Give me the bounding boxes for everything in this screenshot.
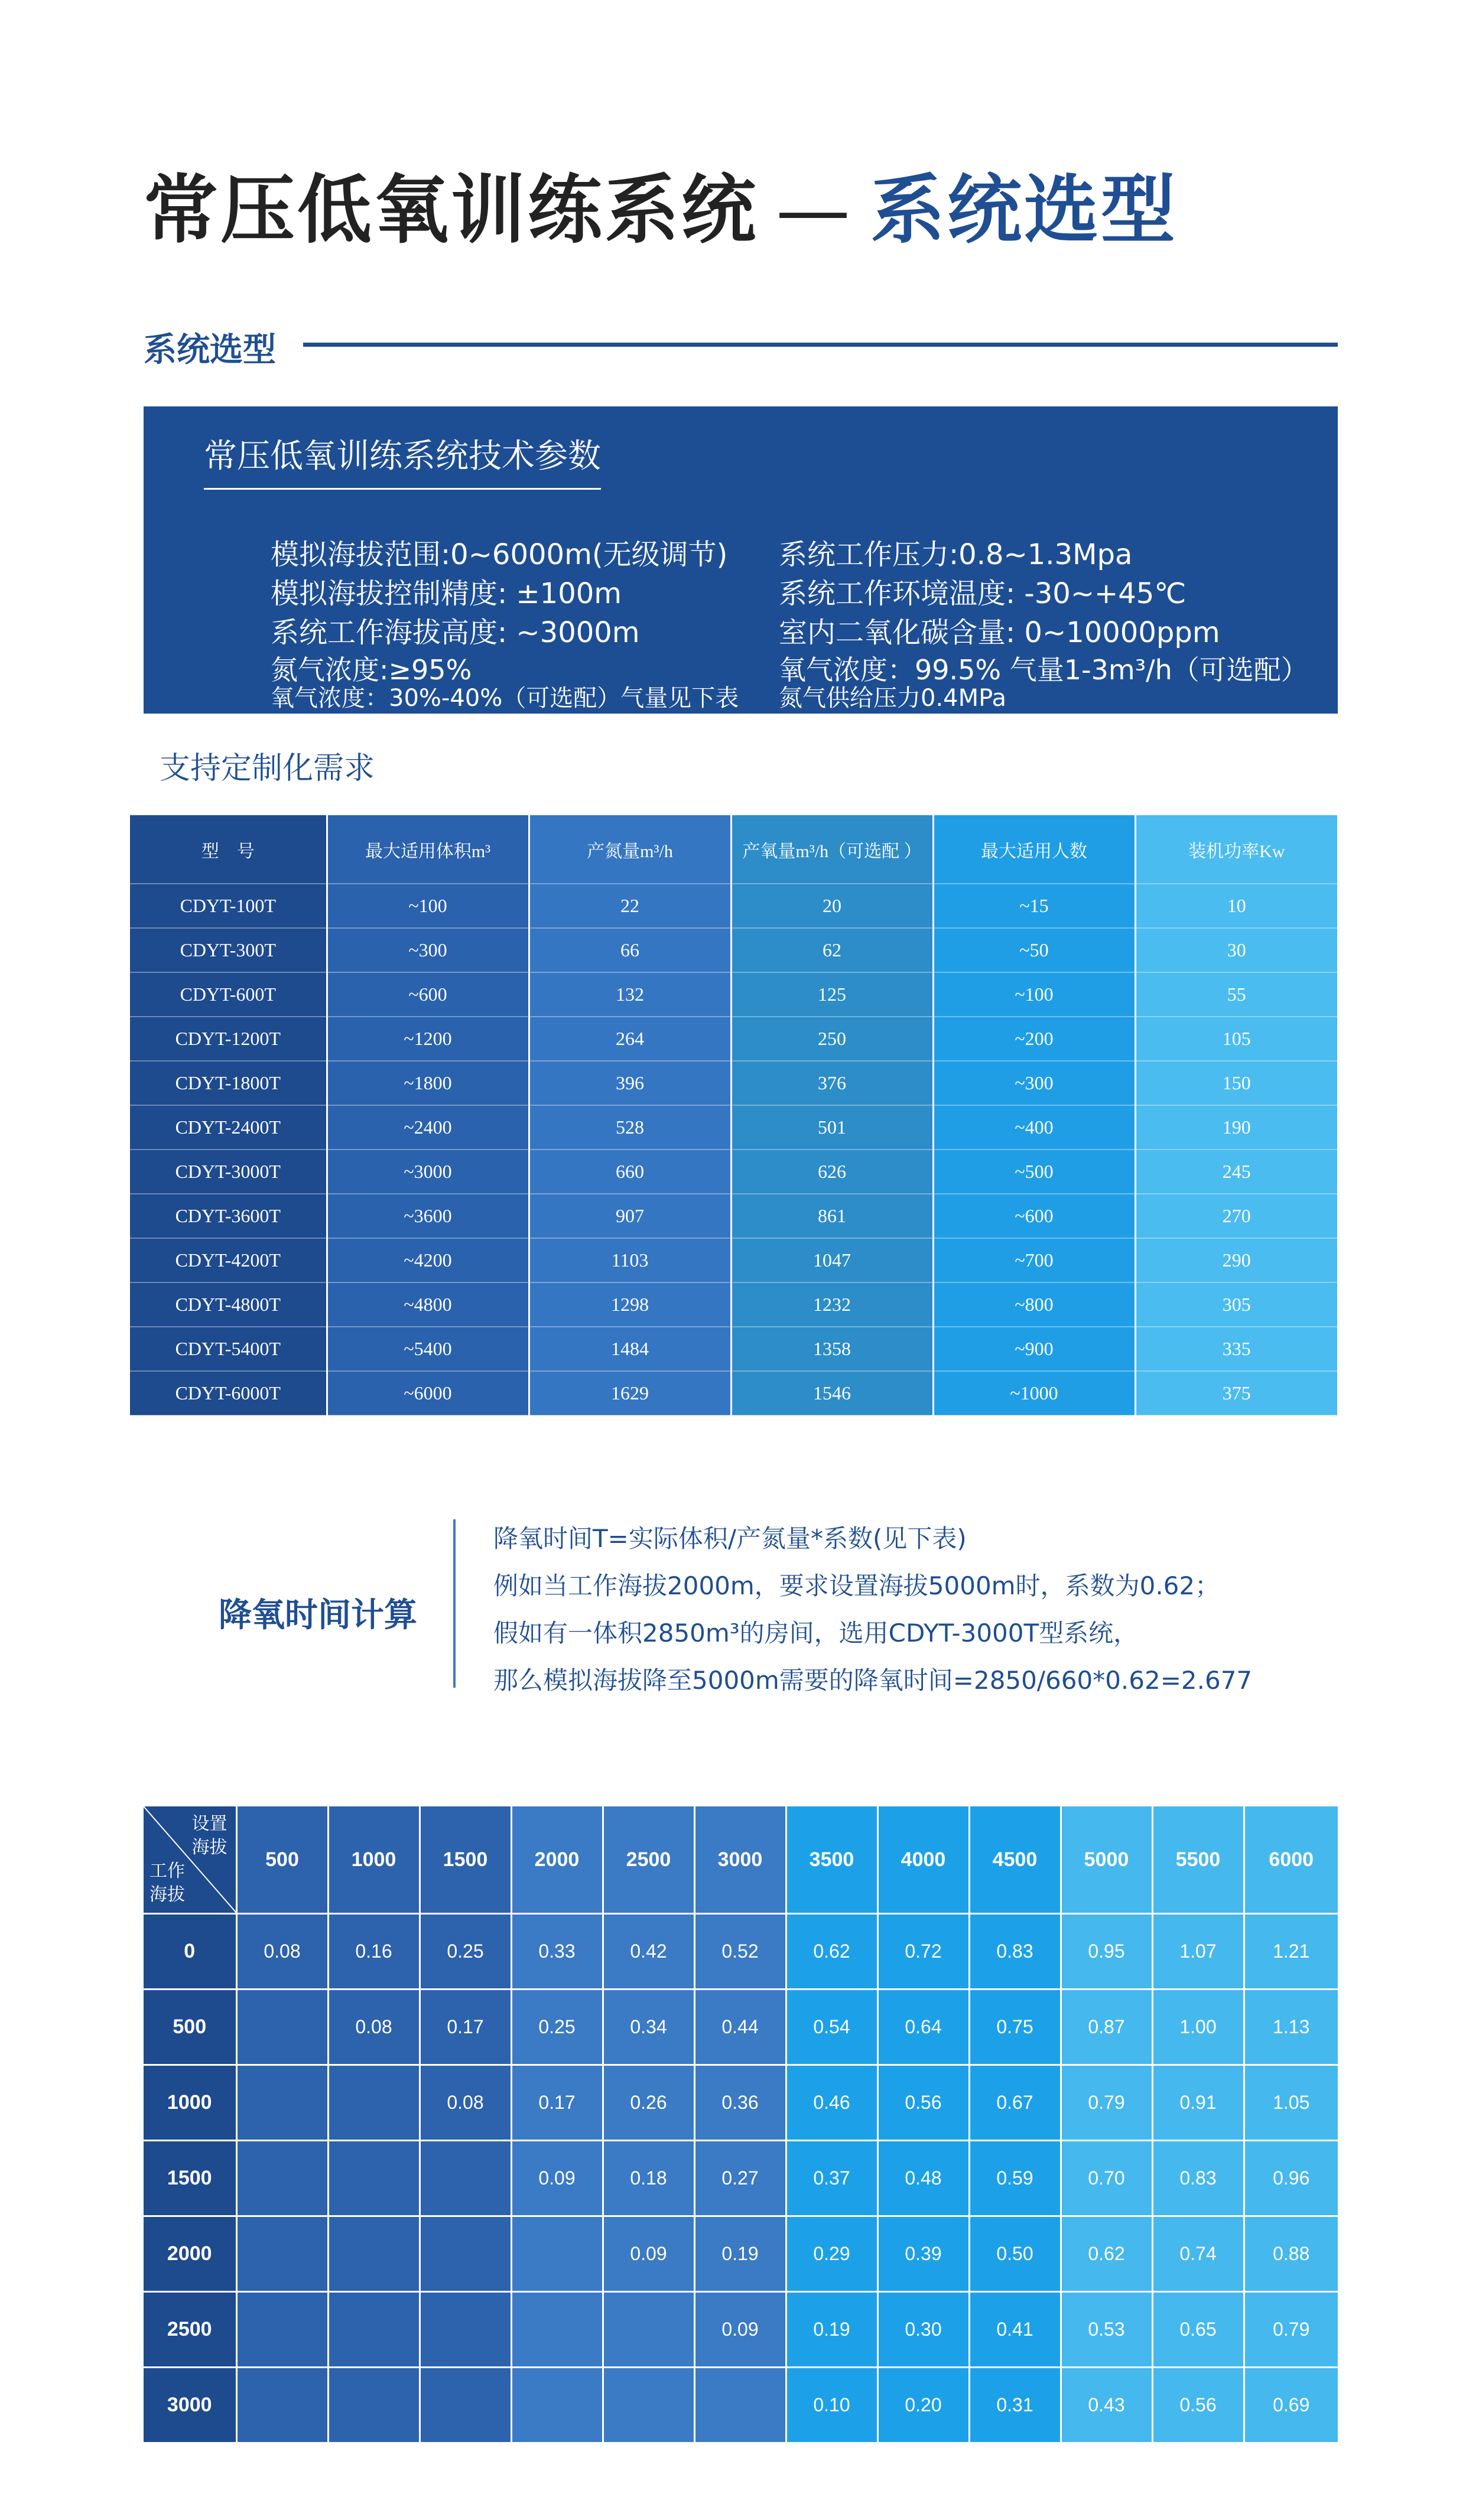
coefficient-cell: 0.09 (511, 2141, 603, 2216)
work-altitude-cell: 2500 (144, 2292, 236, 2368)
table-cell: ~3600 (327, 1194, 529, 1238)
table-cell: ~1000 (933, 1371, 1135, 1415)
table-cell: ~100 (933, 972, 1135, 1017)
table-cell: ~800 (933, 1282, 1135, 1327)
coefficient-cell: 1.13 (1244, 1990, 1338, 2065)
coefficient-cell: 0.65 (1152, 2292, 1244, 2368)
coefficient-cell: 0.37 (786, 2141, 877, 2216)
coefficient-cell (328, 2065, 420, 2141)
table-cell: 1103 (529, 1238, 731, 1282)
model-name-cell: CDYT-3600T (130, 1194, 327, 1238)
coefficient-cell: 0.59 (969, 2141, 1061, 2216)
coefficient-cell (420, 2292, 511, 2368)
table-cell: ~2400 (327, 1105, 529, 1150)
page-title (144, 151, 1178, 258)
coefficient-cell: 0.52 (694, 1914, 786, 1990)
table-row (144, 2368, 1338, 2443)
set-altitude-header: 3500 (786, 1806, 877, 1914)
spec-left: 模拟海拔范围:0~6000m(无级调节) (271, 538, 728, 571)
table-cell: 501 (731, 1105, 933, 1150)
corner-set-label: 设置 海拔 (191, 1814, 227, 1857)
set-altitude-header: 1500 (420, 1806, 511, 1914)
table-row (130, 928, 1337, 972)
column-header: 最大适用体积m³ (327, 815, 529, 884)
coefficient-cell: 0.18 (603, 2141, 694, 2216)
table-cell: 1232 (731, 1282, 933, 1327)
coefficient-cell: 0.83 (1152, 2141, 1244, 2216)
column-header: 产氧量m³/h（可选配 ） (731, 815, 933, 884)
coefficient-cell: 0.79 (1244, 2292, 1338, 2368)
set-altitude-header: 5000 (1061, 1806, 1152, 1914)
set-altitude-header: 1000 (328, 1806, 420, 1914)
table-cell: 55 (1135, 972, 1337, 1017)
table-cell: ~3000 (327, 1150, 529, 1194)
table-cell: 264 (529, 1017, 731, 1061)
table-cell: 30 (1135, 928, 1337, 972)
set-altitude-header: 500 (236, 1806, 328, 1914)
column-header: 型 号 (130, 815, 327, 884)
table-cell: 1358 (731, 1327, 933, 1371)
table-row (144, 2292, 1338, 2368)
coefficient-cell: 0.79 (1061, 2065, 1152, 2141)
table-cell: 105 (1135, 1017, 1337, 1061)
table-cell: 22 (529, 884, 731, 928)
model-name-cell: CDYT-300T (130, 928, 327, 972)
title-sub: 系统选型 (870, 167, 1178, 253)
spec-right: 系统工作压力:0.8~1.3Mpa (779, 538, 1133, 571)
set-altitude-header: 3000 (694, 1806, 786, 1914)
coefficient-cell: 0.19 (694, 2216, 786, 2292)
table-cell: 66 (529, 928, 731, 972)
table-row (144, 2141, 1338, 2216)
table-cell: 270 (1135, 1194, 1337, 1238)
work-altitude-cell: 500 (144, 1990, 236, 2065)
model-name-cell: CDYT-5400T (130, 1327, 327, 1371)
coefficient-cell: 0.70 (1061, 2141, 1152, 2216)
set-altitude-header: 5500 (1152, 1806, 1244, 1914)
coefficient-cell (328, 2292, 420, 2368)
coefficient-cell (511, 2216, 603, 2292)
spec-right: 氧气浓度：99.5% 气量1-3m³/h（可选配） (779, 654, 1308, 686)
coefficient-cell: 0.27 (694, 2141, 786, 2216)
coefficient-cell (511, 2368, 603, 2443)
calc-line: 假如有一体积2850m³的房间，选用CDYT-3000T型系统， (493, 1619, 1139, 1648)
coefficient-cell: 0.83 (969, 1914, 1061, 1990)
model-name-cell: CDYT-1800T (130, 1061, 327, 1105)
set-altitude-header: 2500 (603, 1806, 694, 1914)
spec-left: 模拟海拔控制精度: ±100m (271, 577, 622, 610)
coefficient-cell: 0.69 (1244, 2368, 1338, 2443)
coefficient-cell: 0.41 (969, 2292, 1061, 2368)
coefficient-cell: 0.30 (877, 2292, 969, 2368)
coefficient-cell: 0.74 (1152, 2216, 1244, 2292)
table-cell: ~600 (933, 1194, 1135, 1238)
column-header: 装机功率Kw (1135, 815, 1337, 884)
table-cell: 132 (529, 972, 731, 1017)
table-cell: ~100 (327, 884, 529, 928)
work-altitude-cell: 3000 (144, 2368, 236, 2443)
work-altitude-cell: 1500 (144, 2141, 236, 2216)
table-cell: ~700 (933, 1238, 1135, 1282)
coefficient-cell: 0.43 (1061, 2368, 1152, 2443)
table-row (130, 1282, 1337, 1327)
table-cell: ~6000 (327, 1371, 529, 1415)
coefficient-cell: 0.64 (877, 1990, 969, 2065)
coefficient-cell: 0.53 (1061, 2292, 1152, 2368)
table-cell: 290 (1135, 1238, 1337, 1282)
coefficient-cell: 0.91 (1152, 2065, 1244, 2141)
table-cell: 660 (529, 1150, 731, 1194)
coefficient-cell (694, 2368, 786, 2443)
coefficient-cell (328, 2141, 420, 2216)
set-altitude-header: 6000 (1244, 1806, 1338, 1914)
coefficient-cell: 0.25 (511, 1990, 603, 2065)
coefficient-cell: 0.16 (328, 1914, 420, 1990)
table-cell: 861 (731, 1194, 933, 1238)
coefficient-cell: 0.08 (420, 2065, 511, 2141)
calc-line: 降氧时间T=实际体积/产氮量*系数(见下表) (493, 1524, 967, 1553)
coefficient-cell (328, 2216, 420, 2292)
calc-text (493, 1515, 1252, 1704)
table-row (130, 1017, 1337, 1061)
table-cell: ~200 (933, 1017, 1135, 1061)
calc-line: 例如当工作海拔2000m，要求设置海拔5000m时，系数为0.62； (493, 1571, 1220, 1600)
coefficient-header (144, 1806, 1338, 1914)
table-cell: ~400 (933, 1105, 1135, 1150)
model-name-cell: CDYT-100T (130, 884, 327, 928)
coefficient-cell (511, 2292, 603, 2368)
coefficient-cell: 0.67 (969, 2065, 1061, 2141)
coefficient-cell: 0.17 (420, 1990, 511, 2065)
table-row (130, 884, 1337, 928)
custom-note: 支持定制化需求 (160, 751, 375, 786)
coefficient-cell: 0.39 (877, 2216, 969, 2292)
coefficient-cell: 0.09 (694, 2292, 786, 2368)
coefficient-cell: 0.62 (1061, 2216, 1152, 2292)
coefficient-cell (603, 2292, 694, 2368)
table-cell: 376 (731, 1061, 933, 1105)
table-cell: 20 (731, 884, 933, 928)
coefficient-cell (328, 2368, 420, 2443)
coefficient-cell: 0.54 (786, 1990, 877, 2065)
coefficient-cell: 0.56 (1152, 2368, 1244, 2443)
coefficient-cell: 0.19 (786, 2292, 877, 2368)
table-cell: 375 (1135, 1371, 1337, 1415)
table-cell: 335 (1135, 1327, 1337, 1371)
coefficient-cell: 0.09 (603, 2216, 694, 2292)
table-cell: 1484 (529, 1327, 731, 1371)
column-header: 最大适用人数 (933, 815, 1135, 884)
spec-panel (144, 406, 1338, 714)
table-cell: 150 (1135, 1061, 1337, 1105)
corner-work-label: 工作 海拔 (149, 1861, 185, 1904)
table-row (130, 1327, 1337, 1371)
table-row (130, 1150, 1337, 1194)
table-cell: 62 (731, 928, 933, 972)
table-cell: ~1200 (327, 1017, 529, 1061)
model-name-cell: CDYT-2400T (130, 1105, 327, 1150)
coefficient-cell: 0.88 (1244, 2216, 1338, 2292)
table-cell: 305 (1135, 1282, 1337, 1327)
spec-right: 系统工作环境温度: -30~+45℃ (779, 577, 1187, 610)
table-cell: 1629 (529, 1371, 731, 1415)
spec-left: 系统工作海拔高度: ~3000m (271, 616, 640, 649)
table-cell: 1047 (731, 1238, 933, 1282)
table-cell: ~300 (933, 1061, 1135, 1105)
model-name-cell: CDYT-1200T (130, 1017, 327, 1061)
table-cell: ~50 (933, 928, 1135, 972)
spec-heading: 常压低氧训练系统技术参数 (204, 430, 601, 490)
title-main: 常压低氧训练系统 (144, 167, 758, 253)
coefficient-cell: 1.21 (1244, 1914, 1338, 1990)
table-cell: 1546 (731, 1371, 933, 1415)
coefficient-cell: 0.87 (1061, 1990, 1152, 2065)
model-name-cell: CDYT-3000T (130, 1150, 327, 1194)
coefficient-cell: 0.36 (694, 2065, 786, 2141)
table-cell: 245 (1135, 1150, 1337, 1194)
coefficient-cell: 0.10 (786, 2368, 877, 2443)
calc-title: 降氧时间计算 (219, 1596, 417, 1635)
table-cell: ~300 (327, 928, 529, 972)
section-header (144, 324, 1338, 369)
spec-left: 氮气浓度:≥95% (271, 654, 472, 686)
table-cell: ~15 (933, 884, 1135, 928)
spec-left: 氧气浓度：30%-40%（可选配）气量见下表 (271, 685, 739, 712)
model-name-cell: CDYT-4800T (130, 1282, 327, 1327)
section-divider (303, 343, 1338, 347)
table-cell: ~5400 (327, 1327, 529, 1371)
section-label: 系统选型 (144, 331, 276, 369)
set-altitude-header: 2000 (511, 1806, 603, 1914)
table-cell: 125 (731, 972, 933, 1017)
coefficient-cell (420, 2216, 511, 2292)
spec-right: 氮气供给压力0.4MPa (779, 685, 1006, 712)
coefficient-cell: 0.33 (511, 1914, 603, 1990)
coefficient-cell: 0.95 (1061, 1914, 1152, 1990)
coefficient-cell: 0.75 (969, 1990, 1061, 2065)
coefficient-cell (420, 2368, 511, 2443)
coefficient-cell: 0.50 (969, 2216, 1061, 2292)
coefficient-cell: 0.42 (603, 1914, 694, 1990)
table-cell: 190 (1135, 1105, 1337, 1150)
coefficient-cell: 0.08 (328, 1990, 420, 2065)
table-row (144, 1914, 1338, 1990)
table-row (130, 1371, 1337, 1415)
coefficient-cell (236, 2065, 328, 2141)
model-table (130, 815, 1337, 1416)
table-cell: 1298 (529, 1282, 731, 1327)
coefficient-cell (236, 2141, 328, 2216)
coefficient-cell (236, 2368, 328, 2443)
coefficient-cell: 0.26 (603, 2065, 694, 2141)
table-cell: ~900 (933, 1327, 1135, 1371)
table-row (144, 2065, 1338, 2141)
table-row (144, 2216, 1338, 2292)
corner-cell (144, 1806, 236, 1914)
table-cell: ~600 (327, 972, 529, 1017)
coefficient-cell: 0.25 (420, 1914, 511, 1990)
table-row (130, 1061, 1337, 1105)
coefficient-cell: 0.29 (786, 2216, 877, 2292)
set-altitude-header: 4500 (969, 1806, 1061, 1914)
coefficient-cell: 0.44 (694, 1990, 786, 2065)
coefficient-cell: 0.46 (786, 2065, 877, 2141)
table-row (130, 1105, 1337, 1150)
coefficient-cell: 0.56 (877, 2065, 969, 2141)
title-dash: — (776, 167, 853, 253)
coefficient-cell: 0.72 (877, 1914, 969, 1990)
coefficient-cell (236, 1990, 328, 2065)
calc-divider (453, 1519, 456, 1688)
table-cell: 10 (1135, 884, 1337, 928)
table-cell: 396 (529, 1061, 731, 1105)
table-cell: 528 (529, 1105, 731, 1150)
column-header: 产氮量m³/h (529, 815, 731, 884)
coefficient-cell (236, 2216, 328, 2292)
table-cell: ~500 (933, 1150, 1135, 1194)
coefficient-table (144, 1806, 1338, 2444)
model-name-cell: CDYT-6000T (130, 1371, 327, 1415)
coefficient-cell: 1.07 (1152, 1914, 1244, 1990)
table-cell: ~1800 (327, 1061, 529, 1105)
model-name-cell: CDYT-600T (130, 972, 327, 1017)
work-altitude-cell: 0 (144, 1914, 236, 1990)
table-cell: ~4800 (327, 1282, 529, 1327)
calc-line: 那么模拟海拔降至5000m需要的降氧时间=2850/660*0.62=2.677 (493, 1666, 1253, 1695)
coefficient-cell: 0.31 (969, 2368, 1061, 2443)
coefficient-cell: 1.05 (1244, 2065, 1338, 2141)
table-row (130, 972, 1337, 1017)
table-cell: 250 (731, 1017, 933, 1061)
coefficient-cell: 0.20 (877, 2368, 969, 2443)
coefficient-cell: 0.48 (877, 2141, 969, 2216)
coefficient-cell: 0.08 (236, 1914, 328, 1990)
coefficient-cell: 0.17 (511, 2065, 603, 2141)
work-altitude-cell: 2000 (144, 2216, 236, 2292)
coefficient-cell: 0.34 (603, 1990, 694, 2065)
work-altitude-cell: 1000 (144, 2065, 236, 2141)
spec-right: 室内二氧化碳含量: 0~10000ppm (779, 616, 1220, 649)
table-cell: 907 (529, 1194, 731, 1238)
coefficient-cell: 0.96 (1244, 2141, 1338, 2216)
coefficient-cell: 1.00 (1152, 1990, 1244, 2065)
set-altitude-header: 4000 (877, 1806, 969, 1914)
coefficient-cell (603, 2368, 694, 2443)
table-cell: 626 (731, 1150, 933, 1194)
model-table-header (130, 815, 1337, 884)
coefficient-cell (236, 2292, 328, 2368)
table-cell: ~4200 (327, 1238, 529, 1282)
coefficient-cell: 0.62 (786, 1914, 877, 1990)
table-row (130, 1238, 1337, 1282)
table-row (144, 1990, 1338, 2065)
model-name-cell: CDYT-4200T (130, 1238, 327, 1282)
coefficient-cell (420, 2141, 511, 2216)
table-row (130, 1194, 1337, 1238)
